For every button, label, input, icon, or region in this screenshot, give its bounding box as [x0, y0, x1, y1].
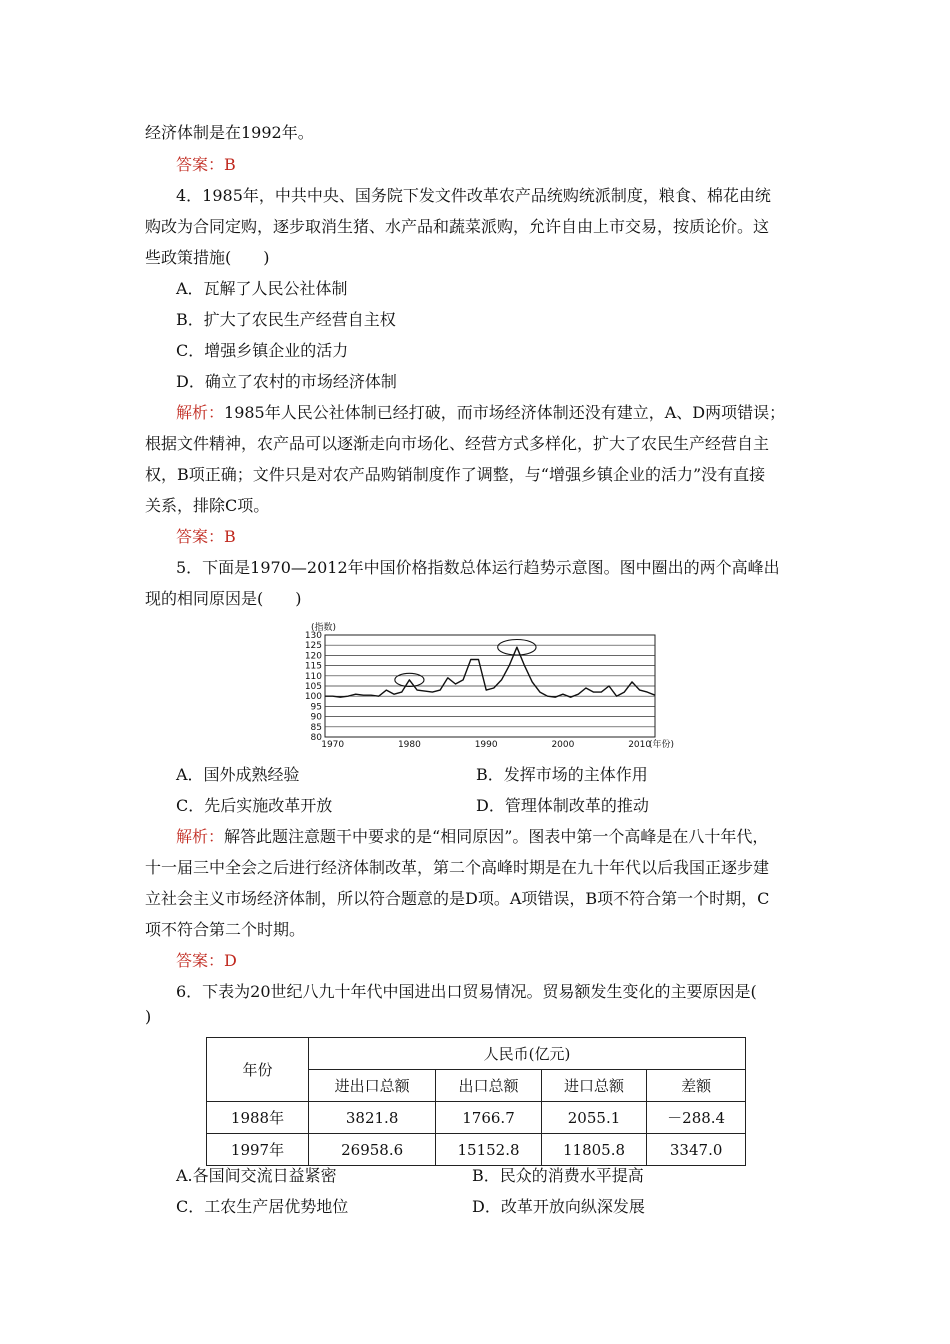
table-cell: 1766.7 — [436, 1102, 542, 1134]
price-index-line — [325, 647, 655, 697]
q5-option-b: B．发挥市场的主体作用 — [476, 765, 648, 784]
q6-option-d: D．改革开放向纵深发展 — [472, 1197, 645, 1216]
q6-option-c: C．工农生产居优势地位 — [176, 1197, 349, 1216]
table-cell: 2055.1 — [541, 1102, 647, 1134]
x-tick-label: 1970 — [321, 740, 345, 750]
q5-option-d: D．管理体制改革的推动 — [476, 796, 649, 815]
column-header-import: 进口总额 — [541, 1070, 647, 1102]
y-tick-label: 115 — [304, 661, 322, 672]
q5-analysis-2: 十一届三中全会之后进行经济体制改革，第二个高峰时期是在九十年代以后我国正逐步建 — [145, 858, 770, 877]
x-tick-label: 2010 — [628, 740, 652, 750]
q6-option-a: A.各国间交流日益紧密 — [176, 1166, 337, 1185]
q6-option-b: B．民众的消费水平提高 — [472, 1166, 644, 1185]
q5-analysis-4: 项不符合第二个时期。 — [145, 920, 306, 939]
y-tick-label: 90 — [310, 712, 322, 723]
rmb-group-header: 人民币(亿元) — [309, 1038, 746, 1070]
column-header-balance: 差额 — [647, 1070, 746, 1102]
x-tick-label: 2000 — [551, 740, 575, 750]
q5-stem-2: 现的相同原因是( ) — [145, 589, 302, 608]
y-tick-label: 105 — [304, 682, 322, 692]
table-row — [207, 1134, 746, 1166]
year-header: 年份 — [207, 1038, 309, 1102]
x-tick-label: 1980 — [397, 740, 421, 750]
q4-analysis-1 — [176, 403, 846, 423]
x-axis-label: (年份) — [649, 740, 675, 750]
q4-analysis-text-1: 1985年人民公社体制已经打破，而市场经济体制还没有建立，A、D两项错误； — [224, 403, 786, 422]
y-tick-label: 120 — [304, 651, 322, 662]
y-tick-label: 130 — [304, 631, 322, 641]
y-tick-label: 125 — [304, 641, 322, 652]
row-year: 1997年 — [207, 1134, 309, 1166]
q5-analysis-1 — [176, 827, 846, 847]
y-tick-label: 95 — [310, 702, 322, 713]
y-axis-label: (指数) — [311, 623, 337, 633]
table-cell: 15152.8 — [436, 1134, 542, 1166]
q6-stem-1: 6．下表为20世纪八九十年代中国进出口贸易情况。贸易额发生变化的主要原因是( — [176, 982, 757, 1001]
q4-stem-3: 些政策措施( ) — [145, 248, 270, 267]
q5-option-a: A．国外成熟经验 — [176, 765, 300, 784]
trade-table — [206, 1037, 746, 1166]
q4-option-d: D．确立了农村的市场经济体制 — [176, 372, 397, 391]
table-row — [207, 1102, 746, 1134]
q4-stem-2: 购改为合同定购，逐步取消生猪、水产品和蔬菜派购，允许自由上市交易，按质论价。这 — [145, 217, 770, 236]
row-year: 1988年 — [207, 1102, 309, 1134]
q5-analysis-3: 立社会主义市场经济体制，所以符合题意的是D项。A项错误，B项不符合第一个时期，C — [145, 889, 770, 908]
q3-answer: 答案：B — [176, 155, 236, 174]
q5-analysis-text-1: 解答此题注意题干中要求的是“相同原因”。图表中第一个高峰是在八十年代， — [224, 827, 769, 846]
table-cell: －288.4 — [647, 1102, 746, 1134]
q4-option-b: B．扩大了农民生产经营自主权 — [176, 310, 396, 329]
q4-analysis-3: 权，B项正确；文件只是对农产品购销制度作了调整，与“增强乡镇企业的活力”没有直接 — [145, 465, 766, 484]
price-index-chart — [295, 618, 685, 753]
q4-option-c: C．增强乡镇企业的活力 — [176, 341, 349, 360]
column-header-export: 出口总额 — [436, 1070, 542, 1102]
q5-analysis-label: 解析： — [176, 827, 225, 846]
table-cell: 26958.6 — [309, 1134, 436, 1166]
q4-analysis-2: 根据文件精神，农产品可以逐渐走向市场化、经营方式多样化，扩大了农民生产经营自主 — [145, 434, 770, 453]
q4-answer: 答案：B — [176, 527, 236, 546]
q4-analysis-4: 关系，排除C项。 — [145, 496, 270, 515]
q4-analysis-label: 解析： — [176, 403, 225, 422]
table-cell: 3347.0 — [647, 1134, 746, 1166]
q5-answer: 答案：D — [176, 951, 237, 970]
q6-stem-2: ) — [145, 1007, 152, 1026]
table-cell: 11805.8 — [541, 1134, 647, 1166]
y-tick-label: 110 — [304, 671, 322, 682]
column-header-total: 进出口总额 — [309, 1070, 436, 1102]
y-tick-label: 100 — [304, 692, 322, 703]
continued-text: 经济体制是在1992年。 — [145, 123, 314, 142]
q4-option-a: A．瓦解了人民公社体制 — [176, 279, 348, 298]
table-cell: 3821.8 — [309, 1102, 436, 1134]
x-tick-label: 1990 — [474, 740, 498, 750]
y-tick-label: 85 — [310, 722, 322, 733]
q4-stem-1: 4．1985年，中共中央、国务院下发文件改革农产品统购统派制度，粮食、棉花由统 — [176, 186, 771, 205]
q5-stem-1: 5．下面是1970—2012年中国价格指数总体运行趋势示意图。图中圈出的两个高峰出 — [176, 558, 780, 577]
q5-option-c: C．先后实施改革开放 — [176, 796, 333, 815]
y-tick-label: 80 — [310, 733, 322, 743]
